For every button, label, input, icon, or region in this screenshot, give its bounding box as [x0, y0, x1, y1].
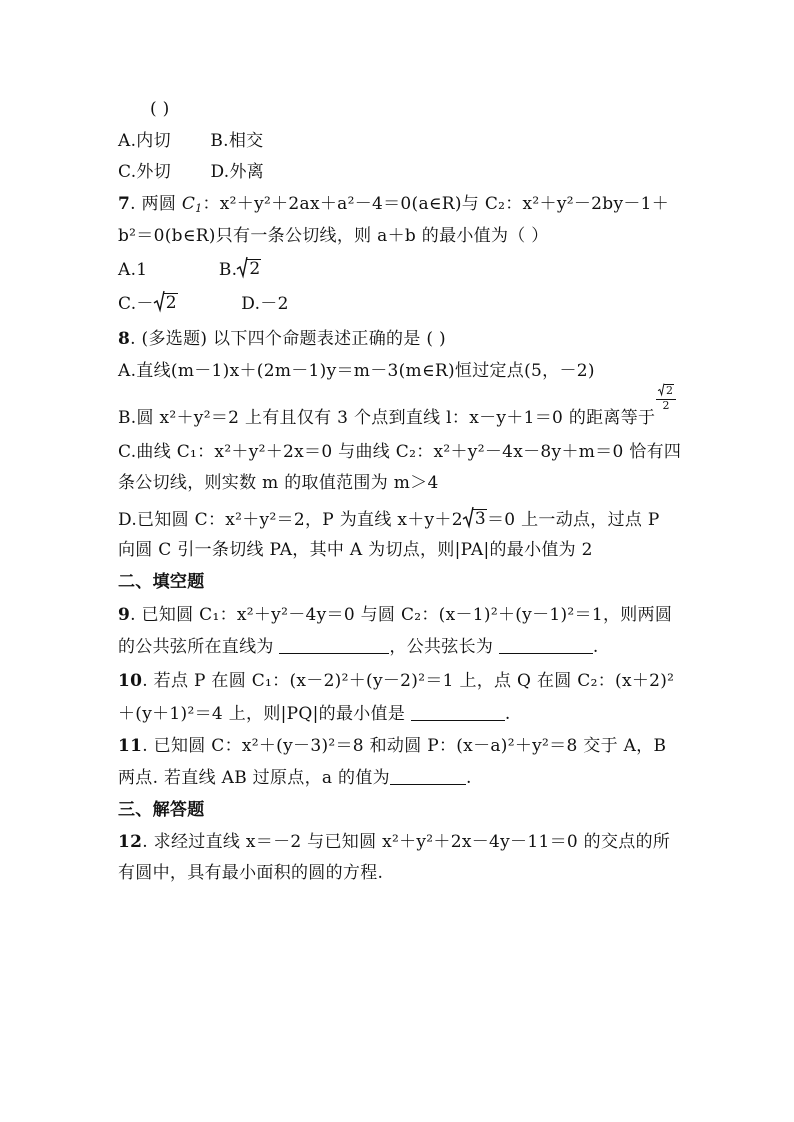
q8-option-b: B.圆 x²＋y²＝2 上有且仅有 3 个点到直线 l：x－y＋1＝0 的距离等于 — [118, 408, 656, 428]
q6-answer-paren: ( ) — [150, 99, 170, 119]
q7-option-c — [118, 294, 178, 314]
q10-answer-blank[interactable] — [411, 704, 505, 721]
q8-option-d-pre: D.已知圆 C：x²＋y²＝2，P 为直线 x＋y＋2 — [118, 510, 463, 530]
q11-stem-text2a: 两点. 若直线 AB 过原点，a 的值为 — [118, 768, 390, 788]
q6-options-row2 — [118, 161, 264, 183]
q11-stem-line1 — [118, 735, 666, 757]
q10-stem-text1: . 若点 P 在圆 C₁：(x－2)²＋(y－2)²＝1 上，点 Q 在圆 C₂：(x＋2)² — [142, 671, 675, 691]
q7-stem-line1 — [118, 193, 669, 215]
q9-answer-blank-2[interactable] — [499, 637, 593, 654]
q7-options-row2 — [118, 292, 289, 315]
q9-stem-text2c: . — [592, 637, 599, 657]
q11-number: 11 — [118, 736, 143, 756]
q10-stem-text2b: . — [504, 704, 511, 724]
q8-option-b-fraction-radicand: 2 — [666, 384, 673, 397]
q9-answer-blank-1[interactable] — [279, 637, 389, 654]
q8-option-b-fraction — [656, 384, 676, 412]
q7-stem-line2: b²＝0(b∈R)只有一条公切线，则 a＋b 的最小值为（ ） — [118, 226, 549, 246]
sqrt-symbol — [463, 508, 487, 530]
q9-stem-text2a: 的公共弦所在直线为 — [118, 637, 280, 657]
q11-stem-text1: . 已知圆 C：x²＋(y－3)²＝8 和动圆 P：(x－a)²＋y²＝8 交于 A，B — [142, 736, 667, 756]
q9-stem-text2b: ，公共弦长为 — [389, 637, 499, 657]
q11-answer-blank[interactable] — [390, 768, 466, 785]
q6-option-b: B.相交 — [210, 131, 264, 151]
section-solution-title: 三、解答题 — [118, 800, 205, 820]
q12-number: 12 — [118, 832, 143, 852]
q9-number: 9 — [118, 605, 131, 625]
q7-stem-text1: ：x²＋y²＋2ax＋a²－4＝0(a∈R)与 C₂：x²＋y²－2by－1＋ — [202, 194, 670, 214]
q7-option-b-prefix: B. — [218, 260, 238, 280]
q7-option-c-prefix: C.－ — [118, 294, 154, 314]
q8-option-d-line1 — [118, 508, 660, 531]
q8-option-d-post: ＝0 上一动点，过点 P — [486, 510, 660, 530]
q8-option-c-line2: 条公切线，则实数 m 的取值范围为 m＞4 — [118, 473, 439, 493]
q10-stem-text2a: ＋(y＋1)²＝4 上，则|PQ|的最小值是 — [118, 704, 411, 724]
q7-option-a: A.1 — [118, 260, 148, 280]
q8-stem — [118, 328, 446, 350]
q6-option-c: C.外切 — [118, 162, 172, 182]
q8-option-d-radicand: 3 — [474, 509, 486, 529]
q9-stem-line2 — [118, 636, 599, 658]
q8-option-b-fraction-numerator — [656, 384, 676, 400]
sqrt-symbol — [658, 384, 674, 397]
q7-option-c-radicand: 2 — [165, 293, 177, 313]
section-fill-in-title: 二、填空题 — [118, 572, 205, 592]
q7-option-d: D.－2 — [241, 294, 289, 314]
q7-stem-pre: . 两圆 — [130, 194, 182, 214]
q8-option-c-line1: C.曲线 C₁：x²＋y²＋2x＝0 与曲线 C₂：x²＋y²－4x－8y＋m＝0 恰有四 — [118, 442, 682, 462]
q9-stem-text1: . 已知圆 C₁：x²＋y²－4y＝0 与圆 C₂：(x－1)²＋(y－1)²＝1，则两圆 — [130, 605, 673, 625]
q7-option-b-radicand: 2 — [249, 259, 261, 279]
q7-options-row1 — [118, 258, 261, 281]
sqrt-symbol — [154, 292, 178, 314]
q7-c1-label: $C_1$ — [181, 194, 203, 215]
q6-option-d: D.外离 — [210, 162, 265, 182]
q6-options-row1 — [118, 130, 263, 152]
q11-stem-line2 — [118, 767, 472, 789]
q8-option-b-fraction-denominator: 2 — [662, 399, 670, 412]
q6-option-a: A.内切 — [118, 131, 171, 151]
q10-stem-line2 — [118, 703, 511, 725]
q10-stem-line1 — [118, 670, 674, 692]
q8-number: 8 — [118, 329, 131, 349]
q8-option-a: A.直线(m－1)x＋(2m－1)y＝m－3(m∈R)恒过定点(5，－2) — [118, 361, 595, 381]
q8-stem-text: . (多选题) 以下四个命题表述正确的是 ( ) — [130, 329, 446, 349]
sqrt-symbol — [237, 258, 261, 280]
q8-option-d-line2: 向圆 C 引一条切线 PA，其中 A 为切点，则|PA|的最小值为 2 — [118, 540, 593, 560]
q7-option-b — [219, 260, 262, 280]
q11-stem-text2b: . — [465, 768, 472, 788]
q9-stem-line1 — [118, 604, 672, 626]
q12-stem-line1 — [118, 831, 670, 853]
q10-number: 10 — [118, 671, 143, 691]
q7-number: 7 — [118, 194, 131, 214]
q12-stem-line2: 有圆中，具有最小面积的圆的方程. — [118, 863, 384, 883]
q12-stem-text1: . 求经过直线 x＝－2 与已知圆 x²＋y²＋2x－4y－11＝0 的交点的所 — [142, 832, 671, 852]
